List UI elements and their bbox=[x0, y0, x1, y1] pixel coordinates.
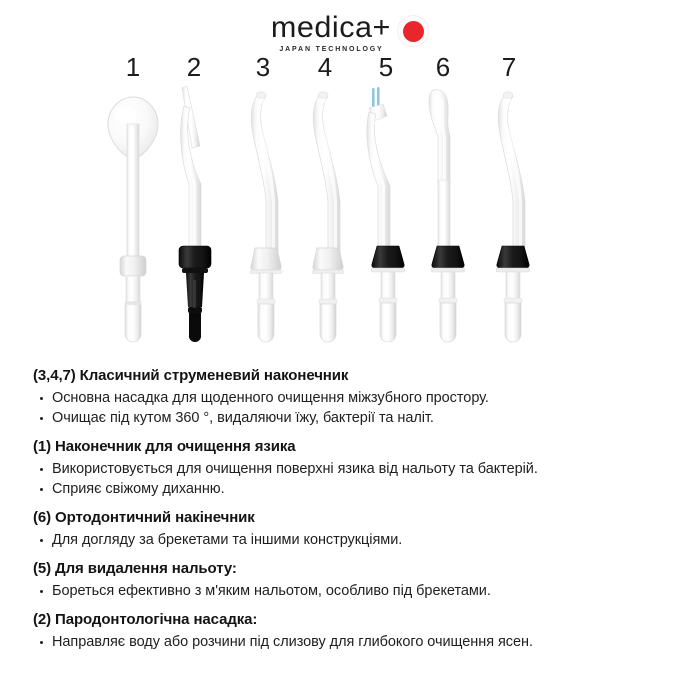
description-section-periodontal bbox=[33, 610, 673, 652]
nozzle-number-2: 2 bbox=[186, 52, 202, 82]
bullet-item: Для догляду за брекетами та іншими конструкціями. bbox=[33, 530, 673, 550]
section-heading bbox=[33, 610, 673, 630]
section-heading bbox=[33, 437, 673, 457]
nozzle-number-3: 3 bbox=[255, 52, 271, 82]
section-tag: (6) bbox=[33, 509, 52, 526]
brand-name: medica+ bbox=[270, 11, 391, 44]
section-bullet-list bbox=[33, 581, 673, 601]
nozzle-descriptions bbox=[33, 366, 673, 652]
logo-text-block bbox=[272, 13, 390, 53]
section-title: Класичний струменевий наконечник bbox=[79, 367, 349, 384]
japan-flag-dot-icon bbox=[398, 16, 428, 46]
red-circle-shape bbox=[403, 21, 424, 42]
nozzle-image-2-periodontal bbox=[160, 84, 236, 346]
bullet-item: Використовується для очищення поверхні язика від нальоту та бактерій. bbox=[33, 459, 673, 479]
nozzle-image-7-classic-jet bbox=[475, 84, 551, 346]
nozzle-number-4: 4 bbox=[317, 52, 333, 82]
nozzle-number-row bbox=[0, 52, 700, 84]
description-section-classic bbox=[33, 366, 673, 428]
description-section-plaque bbox=[33, 559, 673, 601]
section-title: Наконечник для очищення язика bbox=[55, 438, 296, 455]
section-heading bbox=[33, 508, 673, 528]
nozzle-number-6: 6 bbox=[435, 52, 451, 82]
logo-lockup bbox=[272, 13, 429, 53]
section-bullet-list bbox=[33, 388, 673, 428]
section-tag: (1) bbox=[33, 438, 52, 455]
section-heading bbox=[33, 366, 673, 386]
section-tag: (2) bbox=[33, 611, 52, 628]
description-section-tongue bbox=[33, 437, 673, 499]
bullet-item: Сприяє свіжому диханню. bbox=[33, 479, 673, 499]
brand-tagline: JAPAN TECHNOLOGY bbox=[279, 46, 384, 53]
nozzle-number-7: 7 bbox=[501, 52, 517, 82]
section-bullet-list bbox=[33, 459, 673, 499]
section-title: Ортодонтичний накінечник bbox=[55, 509, 255, 526]
bullet-item: Бореться ефективно з м'яким нальотом, особливо під брекетами. bbox=[33, 581, 673, 601]
section-title: Пародонтологічна насадка: bbox=[55, 611, 258, 628]
section-heading bbox=[33, 559, 673, 579]
nozzle-number-5: 5 bbox=[378, 52, 394, 82]
section-title: Для видалення нальоту: bbox=[55, 560, 237, 577]
section-tag: (3,4,7) bbox=[33, 367, 76, 384]
section-bullet-list bbox=[33, 530, 673, 550]
section-bullet-list bbox=[33, 632, 673, 652]
nozzle-photo-strip bbox=[0, 84, 700, 346]
bullet-item: Очищає під кутом 360 °, видаляючи їжу, бактерії та наліт. bbox=[33, 408, 673, 428]
brand-logo bbox=[0, 10, 700, 56]
description-section-orthodontic bbox=[33, 508, 673, 550]
section-tag: (5) bbox=[33, 560, 52, 577]
nozzle-number-1: 1 bbox=[125, 52, 141, 82]
bullet-item: Основна насадка для щоденного очищення міжзубного простору. bbox=[33, 388, 673, 408]
bullet-item: Направляє воду або розчини під слизову для глибокого очищення ясен. bbox=[33, 632, 673, 652]
